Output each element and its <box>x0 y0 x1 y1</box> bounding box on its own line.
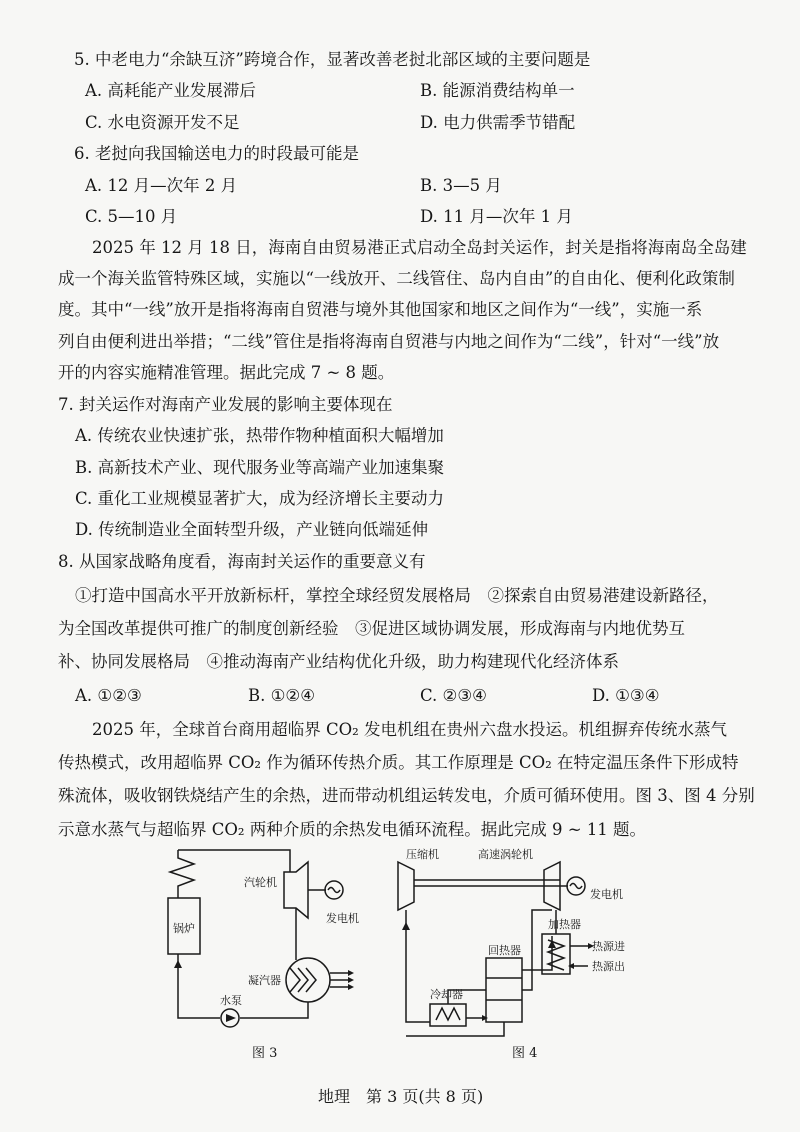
q6-option-a: A. 12 月—次年 2 月 <box>85 176 238 195</box>
q6-option-c: C. 5—10 月 <box>85 207 178 226</box>
passage3-line-2: 传热模式，改用超临界 CO₂ 作为循环传热介质。其工作原理是 CO₂ 在特定温压条件下形成特 <box>58 753 739 772</box>
passage2-line-1: 2025 年 12 月 18 日，海南自由贸易港正式启动全岛封关运作，封关是指将海南岛全岛建 <box>92 238 747 257</box>
q5-option-b: B. 能源消费结构单一 <box>420 81 575 100</box>
q5-option-c: C. 水电资源开发不足 <box>85 113 240 132</box>
q8-option-d: D. ①③④ <box>592 686 660 705</box>
figure-3-caption: 图 3 <box>252 1046 278 1061</box>
generator-label: 发电机 <box>590 888 623 901</box>
q7-option-b: B. 高新技术产业、现代服务业等高端产业加速集聚 <box>75 458 445 477</box>
boiler-heat-zigzag <box>170 850 194 898</box>
recuperator-label: 回热器 <box>488 944 521 957</box>
high-speed-turbine-label: 高速涡轮机 <box>478 848 533 861</box>
q5-option-a: A. 高耗能产业发展滞后 <box>85 81 256 100</box>
passage2-line-5: 开的内容实施精准管理。据此完成 7 ~ 8 题。 <box>58 363 395 382</box>
q5-stem: 5. 中老电力“余缺互济”跨境合作，显著改善老挝北部区域的主要问题是 <box>74 50 591 69</box>
figure-4-diagram <box>392 840 662 1040</box>
cooler-label: 冷却器 <box>430 988 463 1001</box>
passage3-line-3: 殊流体，吸收钢铁烧结产生的余热，进而带动机组运转发电，介质可循环使用。图 3、图 4 分别 <box>58 786 755 805</box>
compressor-label: 压缩机 <box>406 848 439 861</box>
figure-3-diagram <box>150 840 390 1040</box>
q8-option-a: A. ①②③ <box>75 686 142 705</box>
steam-pipe <box>178 850 290 872</box>
q6-option-d: D. 11 月—次年 1 月 <box>420 207 573 226</box>
heat-out-label: 热源出 <box>592 960 625 973</box>
q6-stem: 6. 老挝向我国输送电力的时段最可能是 <box>74 144 359 163</box>
condenser-label: 凝汽器 <box>248 974 281 987</box>
passage2-line-2: 成一个海关监管特殊区域，实施以“一线放开、二线管住、岛内自由”的自由化、便利化政策制 <box>58 269 735 288</box>
passage2-line-4: 列自由便利进出举措；“二线”管住是指将海南自贸港与内地之间作为“二线”，针对“一线”放 <box>58 332 720 351</box>
recuperator-box <box>486 958 522 1022</box>
q7-option-a: A. 传统农业快速扩张，热带作物种植面积大幅增加 <box>75 426 444 445</box>
heater-box <box>542 934 570 974</box>
compressor-shape <box>398 862 414 910</box>
passage3-line-1: 2025 年，全球首台商用超临界 CO₂ 发电机组在贵州六盘水投运。机组摒弃传统水蒸气 <box>92 720 727 739</box>
cooler-box <box>430 1004 466 1026</box>
q6-option-b: B. 3—5 月 <box>420 176 502 195</box>
turbine-label: 汽轮机 <box>244 876 277 889</box>
q7-stem: 7. 封关运作对海南产业发展的影响主要体现在 <box>58 395 393 414</box>
passage2-line-3: 度。其中“一线”放开是指将海南自贸港与境外其他国家和地区之间作为“一线”，实施一系 <box>58 300 703 319</box>
q8-option-c: C. ②③④ <box>420 686 487 705</box>
q7-option-d: D. 传统制造业全面转型升级，产业链向低端延伸 <box>75 520 429 539</box>
q8-statement-line-3: 补、协同发展格局 ④推动海南产业结构优化升级，助力构建现代化经济体系 <box>58 652 619 671</box>
heater-label: 加热器 <box>548 918 581 931</box>
q8-option-b: B. ①②④ <box>248 686 315 705</box>
heat-in-label: 热源进 <box>592 940 625 953</box>
page-footer: 地理 第 3 页(共 8 页) <box>318 1087 484 1106</box>
q5-option-d: D. 电力供需季节错配 <box>420 113 576 132</box>
q7-option-c: C. 重化工业规模显著扩大，成为经济增长主要动力 <box>75 489 445 508</box>
passage3-line-4: 示意水蒸气与超临界 CO₂ 两种介质的余热发电循环流程。据此完成 9 ~ 11 题。 <box>58 820 647 839</box>
figure-4-caption: 图 4 <box>512 1046 538 1061</box>
boiler-label: 锅炉 <box>173 922 195 935</box>
generator-label: 发电机 <box>326 912 359 925</box>
q8-statement-line-2: 为全国改革提供可推广的制度创新经验 ③促进区域协调发展，形成海南与内地优势互 <box>58 619 685 638</box>
q8-statement-line-1: ①打造中国高水平开放新标杆，掌控全球经贸发展格局 ②探索自由贸易港建设新路径， <box>75 586 719 605</box>
pump-label: 水泵 <box>220 994 242 1007</box>
q8-stem: 8. 从国家战略角度看，海南封关运作的重要意义有 <box>58 552 426 571</box>
